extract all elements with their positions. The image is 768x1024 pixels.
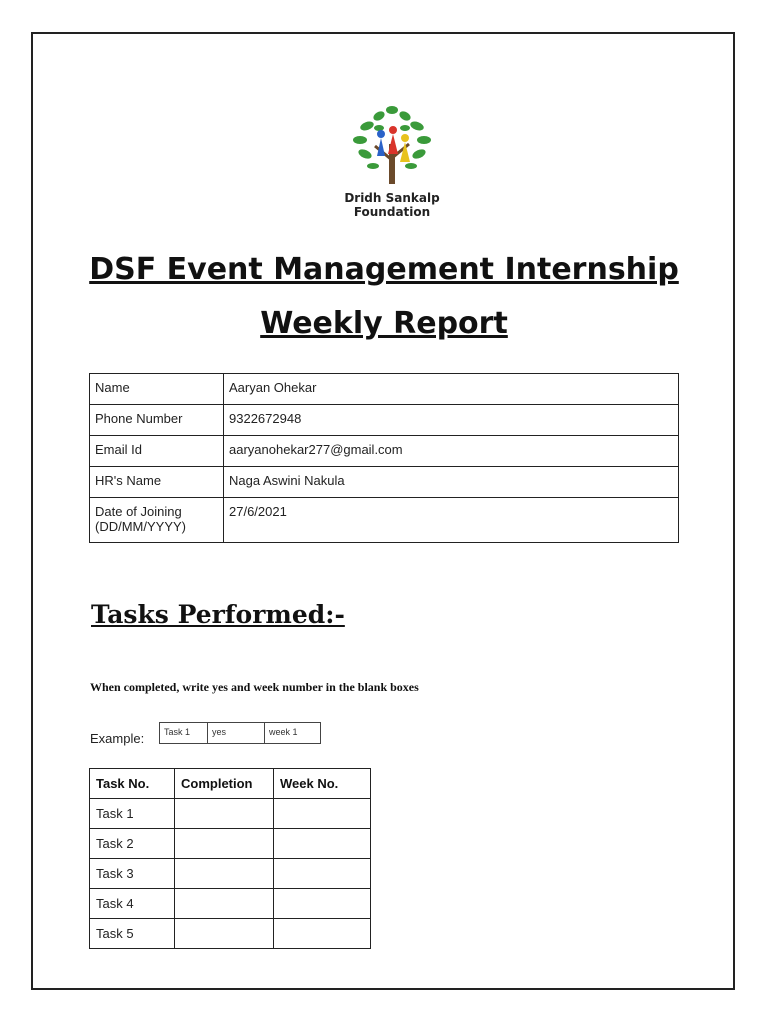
table-row: [90, 799, 371, 829]
info-value: 27/6/2021: [224, 498, 679, 543]
table-row: [90, 889, 371, 919]
foundation-logo: [313, 100, 471, 230]
info-label: Phone Number: [90, 405, 224, 436]
completion-cell[interactable]: [175, 859, 274, 889]
logo-text-line2: Foundation: [353, 205, 431, 219]
table-row: [90, 436, 679, 467]
table-row: [90, 467, 679, 498]
week-cell[interactable]: [274, 829, 371, 859]
info-label: Email Id: [90, 436, 224, 467]
personal-info-table: [89, 373, 679, 543]
table-row: [90, 829, 371, 859]
example-completion-cell: yes: [207, 722, 264, 744]
tree-logo-icon: [313, 100, 471, 190]
task-cell: Task 3: [90, 859, 175, 889]
info-value: Aaryan Ohekar: [224, 374, 679, 405]
example-week-cell: week 1: [264, 722, 321, 744]
info-value: 9322672948: [224, 405, 679, 436]
week-cell[interactable]: [274, 799, 371, 829]
task-cell: Task 2: [90, 829, 175, 859]
task-cell: Task 1: [90, 799, 175, 829]
task-cell: Task 5: [90, 919, 175, 949]
table-row: [90, 919, 371, 949]
instruction-text: When completed, write yes and week number in the blank boxes: [90, 680, 419, 694]
column-header: Completion: [175, 769, 274, 799]
table-row: [90, 405, 679, 436]
example-task-cell: Task 1: [159, 722, 207, 744]
table-row: [90, 859, 371, 889]
completion-cell[interactable]: [175, 889, 274, 919]
info-value: Naga Aswini Nakula: [224, 467, 679, 498]
info-value: aaryanohekar277@gmail.com: [224, 436, 679, 467]
completion-cell[interactable]: [175, 919, 274, 949]
week-cell[interactable]: [274, 889, 371, 919]
table-row: [90, 498, 679, 543]
column-header: Week No.: [274, 769, 371, 799]
task-cell: Task 4: [90, 889, 175, 919]
week-cell[interactable]: [274, 919, 371, 949]
week-cell[interactable]: [274, 859, 371, 889]
info-label: Date of Joining (DD/MM/YYYY): [90, 498, 224, 543]
task-table: [89, 768, 371, 949]
info-label: HR's Name: [90, 467, 224, 498]
example-label: Example:: [90, 731, 145, 746]
report-title-line1: DSF Event Management Internship: [89, 252, 679, 287]
table-header-row: [90, 769, 371, 799]
completion-cell[interactable]: [175, 799, 274, 829]
column-header: Task No.: [90, 769, 175, 799]
table-row: [90, 374, 679, 405]
info-label: Name: [90, 374, 224, 405]
tasks-heading: Tasks Performed:-: [91, 600, 345, 629]
completion-cell[interactable]: [175, 829, 274, 859]
logo-text-line1: Dridh Sankalp: [344, 191, 440, 205]
report-title-line2: Weekly Report: [260, 306, 508, 341]
